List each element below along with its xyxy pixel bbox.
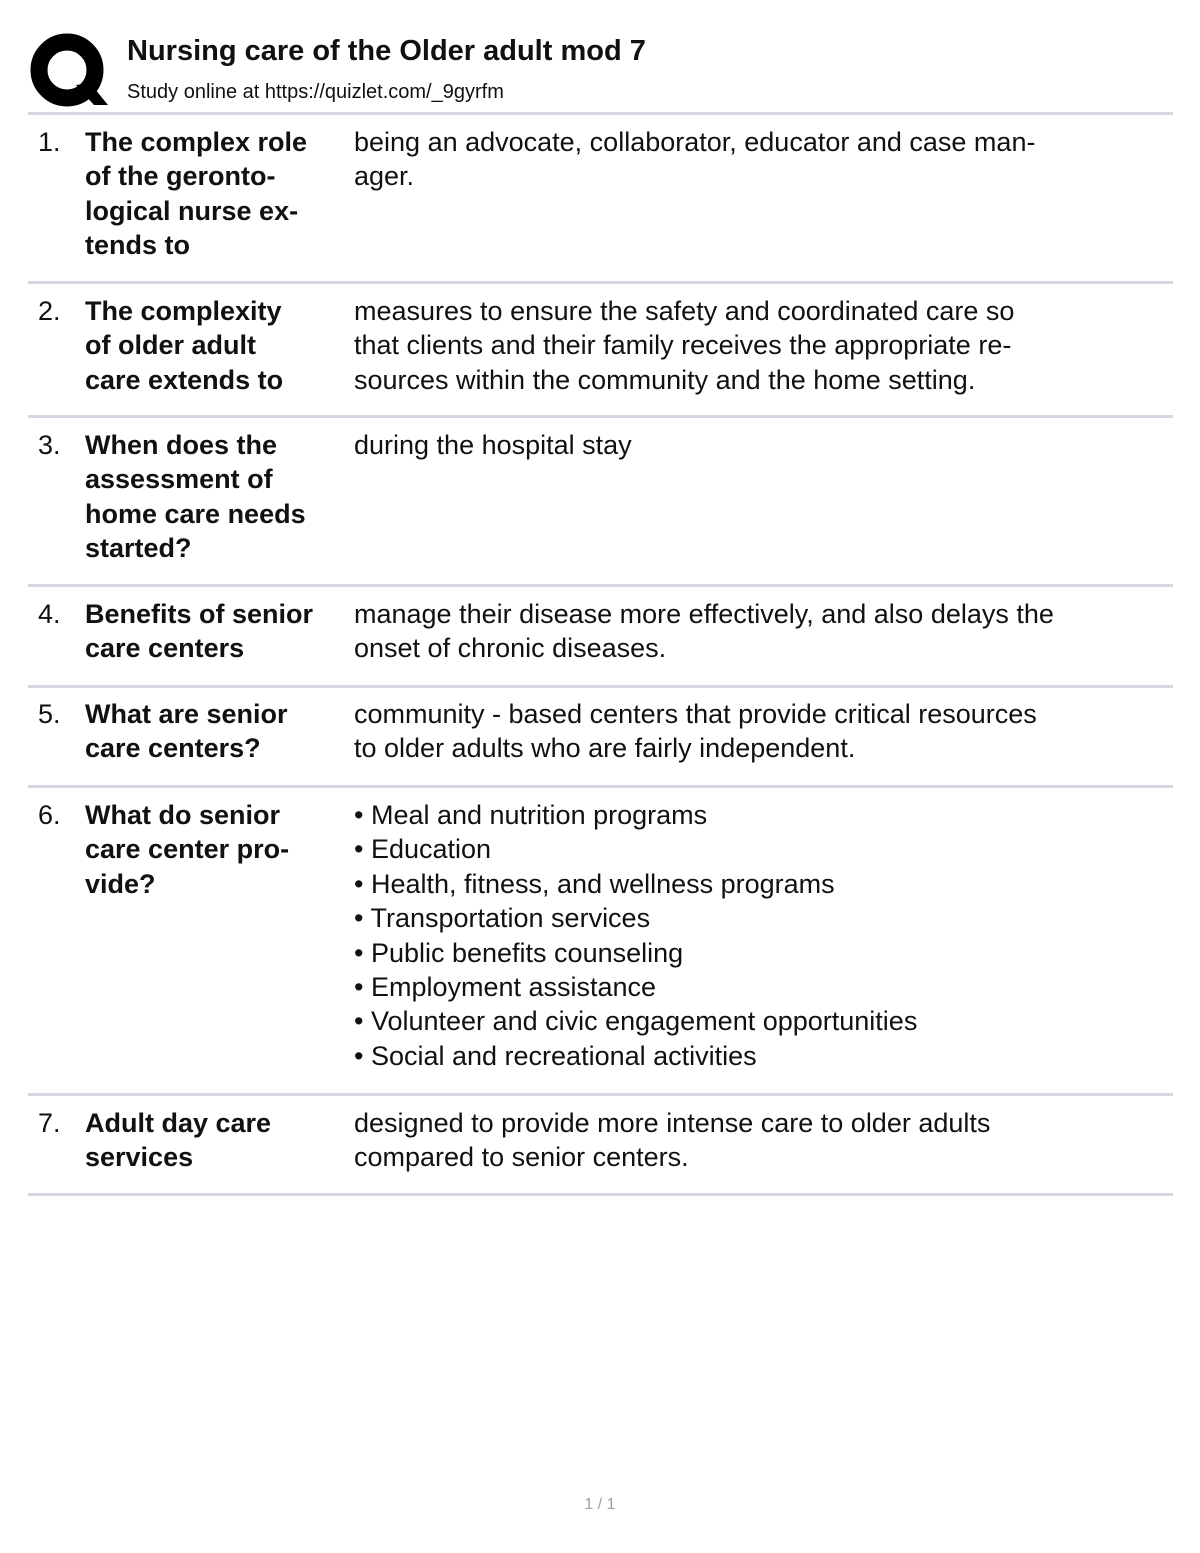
card-definition	[354, 597, 1169, 666]
card-divider	[28, 1193, 1173, 1196]
card-term	[85, 294, 347, 397]
term-line: What are senior	[85, 699, 288, 729]
term-line: The complexity	[85, 296, 282, 326]
card-divider	[28, 584, 1173, 587]
card-number: 3.	[38, 430, 61, 460]
card-divider	[28, 785, 1173, 788]
definition-line: • Social and recreational activities	[354, 1040, 757, 1071]
definition-line: community - based centers that provide critical resources	[354, 699, 1037, 729]
card-definition	[354, 294, 1169, 397]
term-line: The complex role	[85, 127, 308, 157]
definition-line: sources within the community and the home setting.	[354, 364, 976, 395]
card-term	[85, 428, 347, 566]
card-term	[85, 1106, 347, 1175]
term-line: vide?	[85, 868, 156, 899]
card-definition	[354, 1106, 1169, 1175]
definition-line: during the hospital stay	[354, 430, 632, 460]
definition-line: • Volunteer and civic engagement opportunities	[354, 1006, 918, 1037]
definition-line: designed to provide more intense care to older adults	[354, 1108, 991, 1138]
card-term	[85, 798, 347, 901]
card-definition	[354, 697, 1169, 766]
term-line: of older adult	[85, 330, 256, 361]
card-number: 6.	[38, 800, 61, 830]
definition-line: • Education	[354, 834, 492, 865]
term-line: care centers	[85, 633, 245, 664]
term-line: of the geronto-	[85, 161, 276, 192]
definition-line: measures to ensure the safety and coordinated care so	[354, 296, 1015, 326]
definition-line: • Meal and nutrition programs	[354, 800, 708, 830]
card-number: 2.	[38, 296, 61, 326]
term-line: Benefits of senior	[85, 599, 314, 629]
card-definition	[354, 125, 1169, 194]
page-title: Nursing care of the Older adult mod 7	[127, 35, 646, 67]
definition-line: being an advocate, collaborator, educator and case man-	[354, 127, 1036, 157]
quizlet-logo-icon	[30, 33, 108, 107]
card-divider	[28, 415, 1173, 418]
page-indicator: 1 / 1	[584, 1496, 616, 1513]
card-definition	[354, 428, 1169, 462]
definition-line: onset of chronic diseases.	[354, 633, 667, 664]
card-divider	[28, 1093, 1173, 1096]
definition-line: ager.	[354, 161, 415, 192]
term-line: logical nurse ex-	[85, 195, 299, 226]
term-line: care extends to	[85, 364, 284, 395]
definition-line: to older adults who are fairly independent.	[354, 733, 856, 764]
term-line: What do senior	[85, 800, 280, 830]
term-line: care centers?	[85, 733, 261, 764]
card-number: 1.	[38, 127, 61, 157]
definition-line: • Health, fitness, and wellness programs	[354, 868, 835, 899]
term-line: tends to	[85, 230, 190, 261]
card-term	[85, 125, 347, 263]
card-divider	[28, 685, 1173, 688]
card-number: 5.	[38, 699, 61, 729]
term-line: assessment of	[85, 464, 273, 495]
definition-line: • Public benefits counseling	[354, 937, 684, 968]
term-line: care center pro-	[85, 834, 290, 865]
definition-line: • Transportation services	[354, 903, 651, 934]
card-number: 7.	[38, 1108, 61, 1138]
definition-line: compared to senior centers.	[354, 1142, 689, 1173]
card-term	[85, 597, 347, 666]
card-divider	[28, 281, 1173, 284]
term-line: started?	[85, 533, 192, 564]
card-number: 4.	[38, 599, 61, 629]
card-definition	[354, 798, 1169, 1073]
card-term	[85, 697, 347, 766]
definition-line: • Employment assistance	[354, 972, 657, 1003]
study-online-link[interactable]: Study online at https://quizlet.com/_9gyrfm	[127, 81, 504, 103]
header-divider	[28, 112, 1173, 115]
term-line: home care needs	[85, 498, 306, 529]
term-line: services	[85, 1142, 194, 1173]
definition-line: manage their disease more effectively, and also delays the	[354, 599, 1054, 629]
term-line: When does the	[85, 430, 278, 460]
definition-line: that clients and their family receives the appropriate re-	[354, 330, 1012, 361]
term-line: Adult day care	[85, 1108, 272, 1138]
